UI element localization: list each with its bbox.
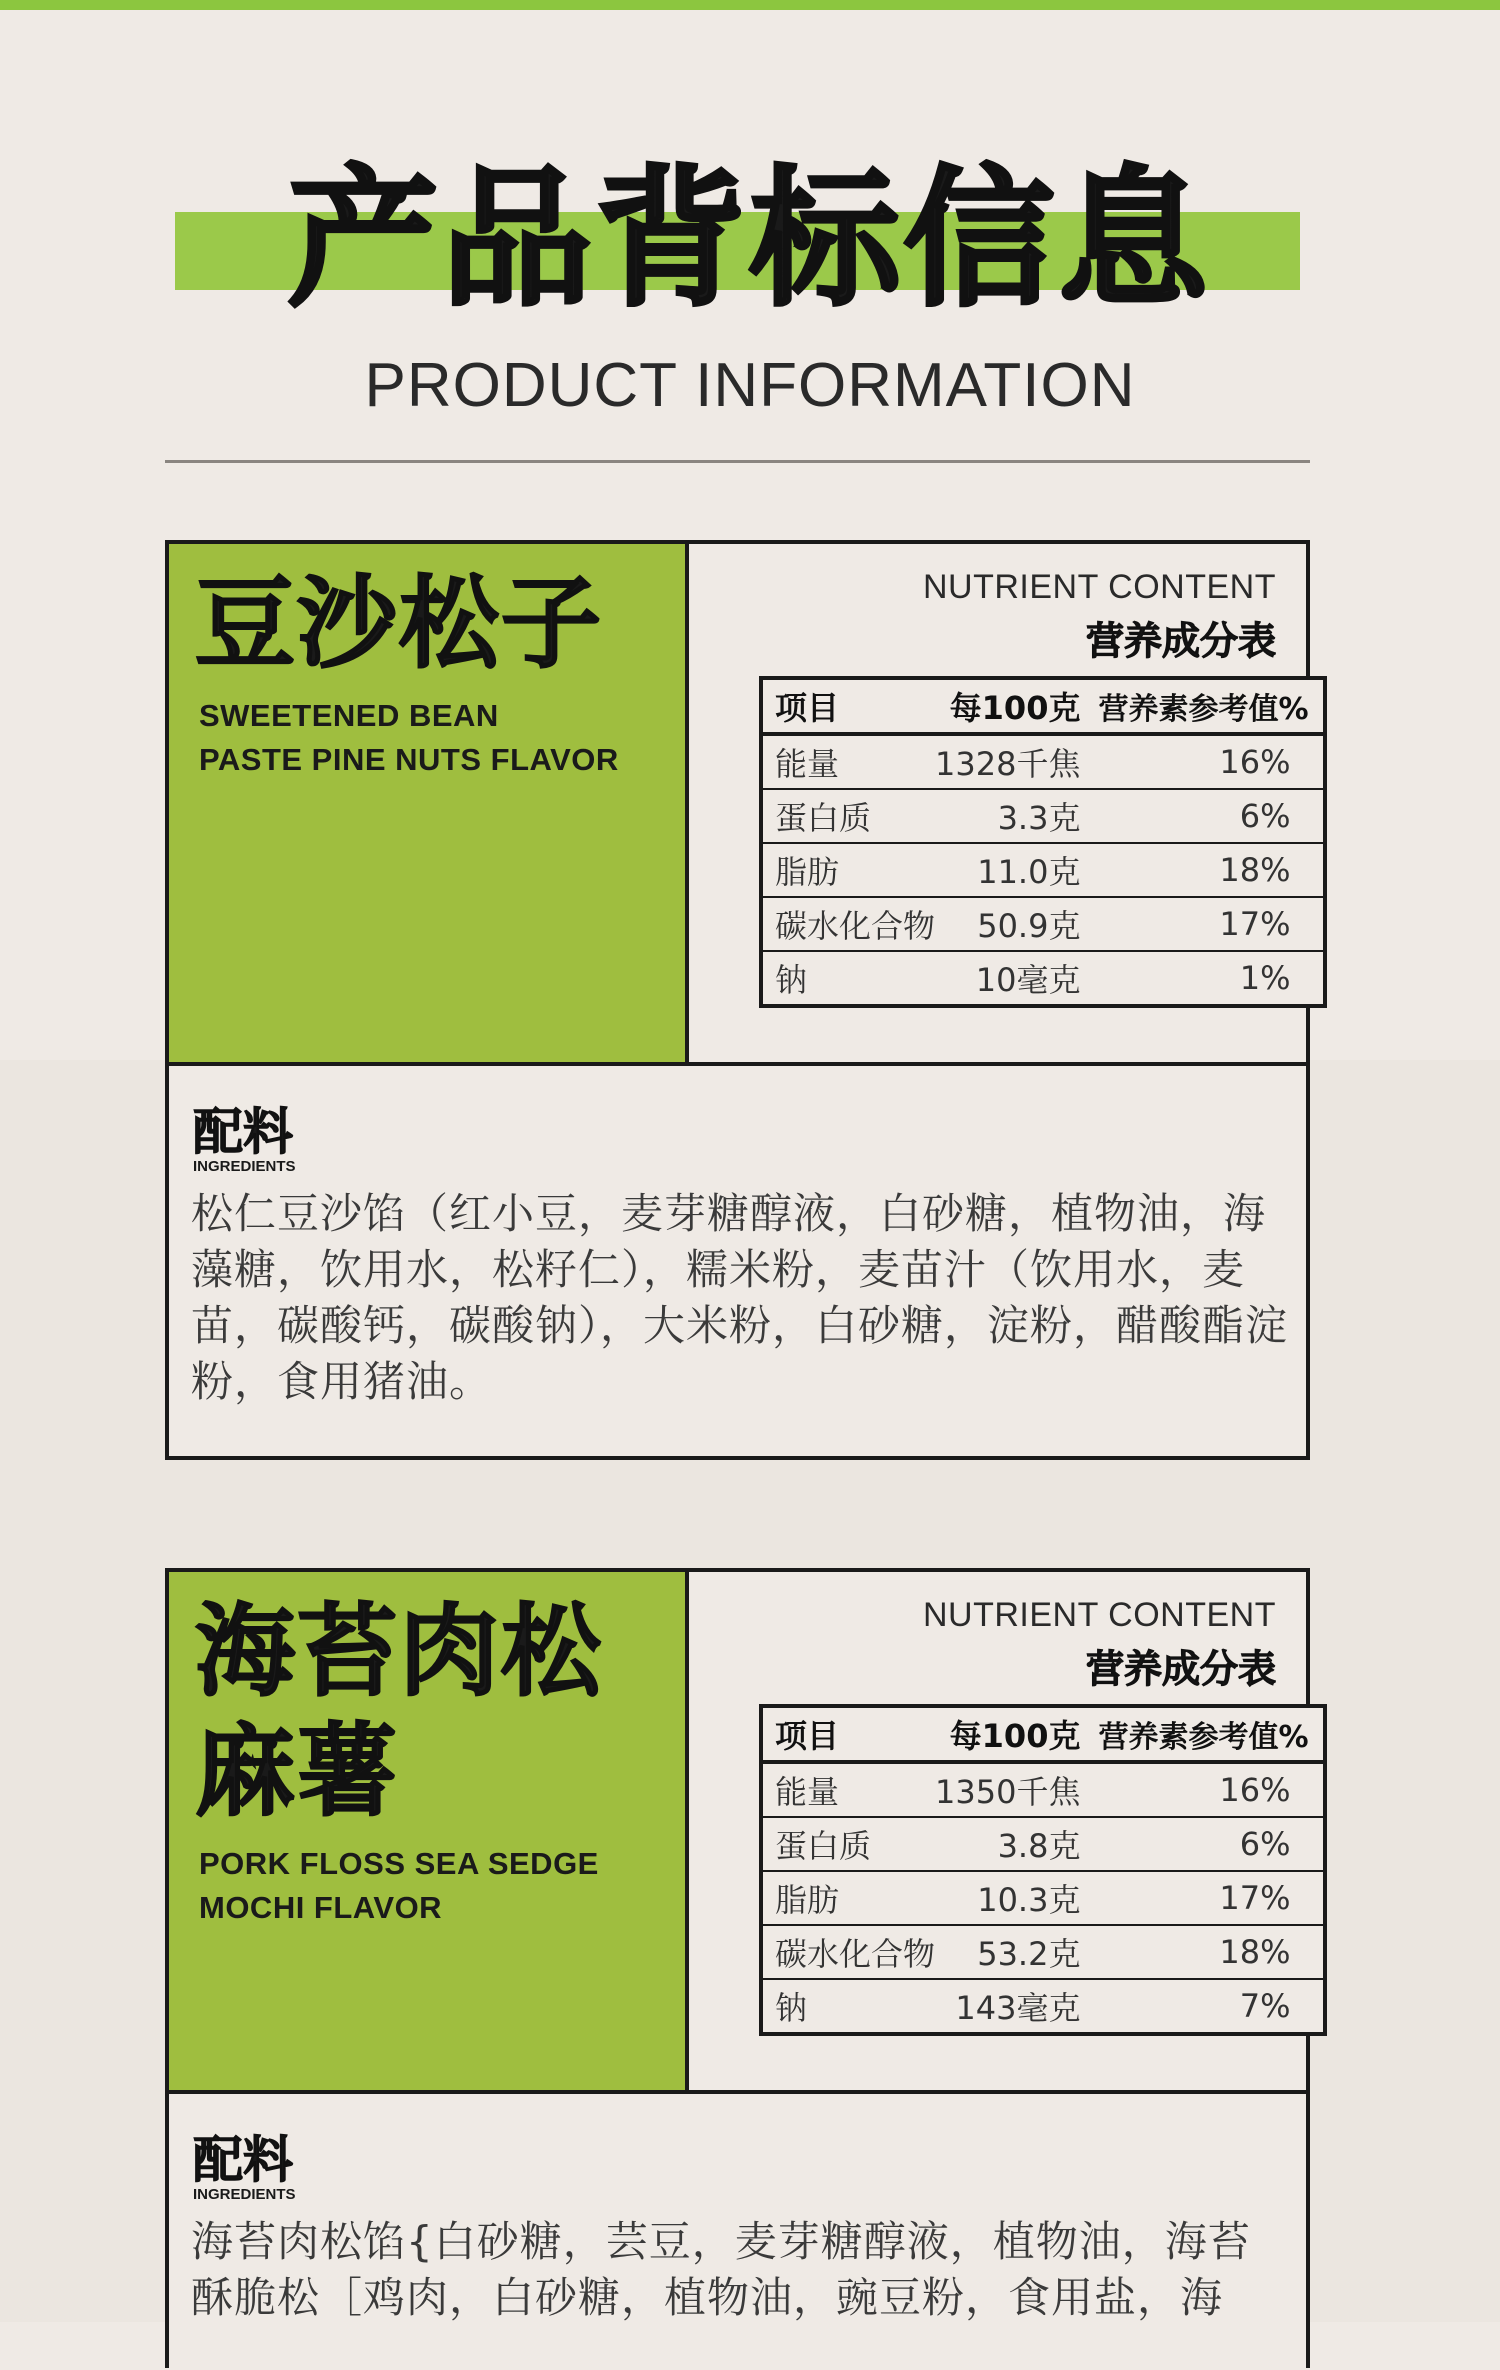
nutrient-per100g: 1350千焦 — [935, 1762, 1098, 1817]
nutrient-heading-en: NUTRIENT CONTENT — [922, 1596, 1276, 1634]
column-header-item: 项目 — [761, 678, 935, 734]
table-row — [761, 951, 1325, 1006]
table-row — [761, 1817, 1325, 1871]
ingredients-text: 海苔肉松馅{白砂糖，芸豆，麦芽糖醇液，植物油，海苔酥脆松［鸡肉，白砂糖，植物油，豌豆粉，食用盐，海 — [191, 2217, 1251, 2322]
nutrient-item: 碳水化合物 — [761, 897, 935, 951]
column-header-per100g: 每100克 — [935, 1706, 1098, 1762]
nutrient-nrv: 1% — [1239, 959, 1291, 997]
table-row — [761, 1871, 1325, 1925]
ingredients-heading-cn: 配料 — [193, 1103, 293, 1161]
page-title: 产品背标信息 — [287, 153, 1212, 327]
nutrient-item: 脂肪 — [761, 1871, 935, 1925]
column-header-nrv: 营养素参考值% — [1098, 678, 1324, 734]
page-header — [0, 150, 1500, 420]
nutrient-heading-cn: 营养成分表 — [1085, 619, 1276, 663]
nutrient-nrv: 7% — [1239, 1987, 1291, 2025]
nutrition-table-header — [761, 678, 1325, 734]
nutrient-item: 脂肪 — [761, 843, 935, 897]
column-header-nrv: 营养素参考值% — [1098, 1706, 1324, 1762]
table-row — [761, 1762, 1325, 1817]
product-name-en-line2: PASTE PINE NUTS FLAVOR — [199, 742, 619, 777]
table-row — [761, 789, 1325, 843]
nutrient-nrv: 16% — [1098, 1762, 1324, 1817]
product-name-en-line1: PORK FLOSS SEA SEDGE — [199, 1846, 599, 1881]
nutrient-nrv: 17% — [1098, 897, 1324, 951]
top-accent-bar — [0, 0, 1500, 10]
product-card-pork-floss — [165, 1568, 1310, 2368]
nutrient-per100g: 50.9克 — [935, 897, 1098, 951]
table-row — [761, 897, 1325, 951]
product-name-en-line1: SWEETENED BEAN — [199, 698, 499, 733]
nutrient-heading-en: NUTRIENT CONTENT — [922, 568, 1276, 606]
ingredients-heading-en: INGREDIENTS — [193, 2186, 296, 2203]
nutrient-per100g: 1328千焦 — [935, 734, 1098, 789]
product-name-en — [199, 694, 669, 782]
nutrient-per100g: 143毫克 — [955, 1989, 1081, 2027]
nutrition-table-header — [761, 1706, 1325, 1762]
nutrient-item: 蛋白质 — [761, 789, 935, 843]
ingredients-heading-en: INGREDIENTS — [193, 1158, 296, 1175]
nutrient-item: 蛋白质 — [761, 1817, 935, 1871]
nutrient-item: 钠 — [775, 1989, 808, 2027]
page-subtitle: PRODUCT INFORMATION — [364, 351, 1136, 420]
nutrient-nrv: 6% — [1098, 789, 1324, 843]
product-name-cn: 豆沙松子 — [195, 565, 603, 682]
nutrient-nrv: 6% — [1098, 1817, 1324, 1871]
header-divider — [165, 460, 1310, 463]
nutrition-table — [759, 676, 1327, 1008]
nutrient-item: 能量 — [761, 1762, 935, 1817]
column-header-per100g: 每100克 — [935, 678, 1098, 734]
table-row — [761, 1925, 1325, 1979]
nutrient-per100g: 10.3克 — [935, 1871, 1098, 1925]
nutrient-per100g: 10毫克 — [975, 961, 1081, 999]
column-header-item: 项目 — [761, 1706, 935, 1762]
product-card-bean-paste — [165, 540, 1310, 1460]
nutrient-item: 能量 — [761, 734, 935, 789]
nutrient-nrv: 18% — [1098, 1925, 1324, 1979]
nutrient-heading-cn: 营养成分表 — [1085, 1647, 1276, 1691]
nutrient-item: 碳水化合物 — [761, 1925, 935, 1979]
nutrient-per100g: 11.0克 — [935, 843, 1098, 897]
ingredients-section — [169, 1062, 1306, 1456]
product-name-en — [199, 1842, 669, 1930]
nutrient-per100g: 3.8克 — [935, 1817, 1098, 1871]
nutrient-nrv: 17% — [1098, 1871, 1324, 1925]
table-row — [761, 1979, 1325, 2034]
ingredients-heading-cn: 配料 — [193, 2131, 293, 2189]
nutrient-nrv: 16% — [1098, 734, 1324, 789]
table-row — [761, 843, 1325, 897]
product-name-cn: 海苔肉松麻薯 — [195, 1593, 603, 1830]
nutrient-item: 钠 — [775, 961, 808, 999]
nutrition-table — [759, 1704, 1327, 2036]
table-row — [761, 734, 1325, 789]
nutrient-nrv: 18% — [1098, 843, 1324, 897]
product-name-panel — [169, 1572, 689, 2090]
product-name-en-line2: MOCHI FLAVOR — [199, 1890, 443, 1925]
ingredients-text: 松仁豆沙馅（红小豆，麦芽糖醇液，白砂糖，植物油，海藻糖，饮用水，松籽仁），糯米粉，麦苗汁（饮用水，麦苗，碳酸钙，碳酸钠），大米粉，白砂糖，淀粉，醋酸酯淀粉，食用猪油。 — [191, 1189, 1289, 1406]
nutrient-per100g: 3.3克 — [935, 789, 1098, 843]
product-name-panel — [169, 544, 689, 1062]
ingredients-section — [169, 2090, 1306, 2370]
nutrient-per100g: 53.2克 — [935, 1925, 1098, 1979]
